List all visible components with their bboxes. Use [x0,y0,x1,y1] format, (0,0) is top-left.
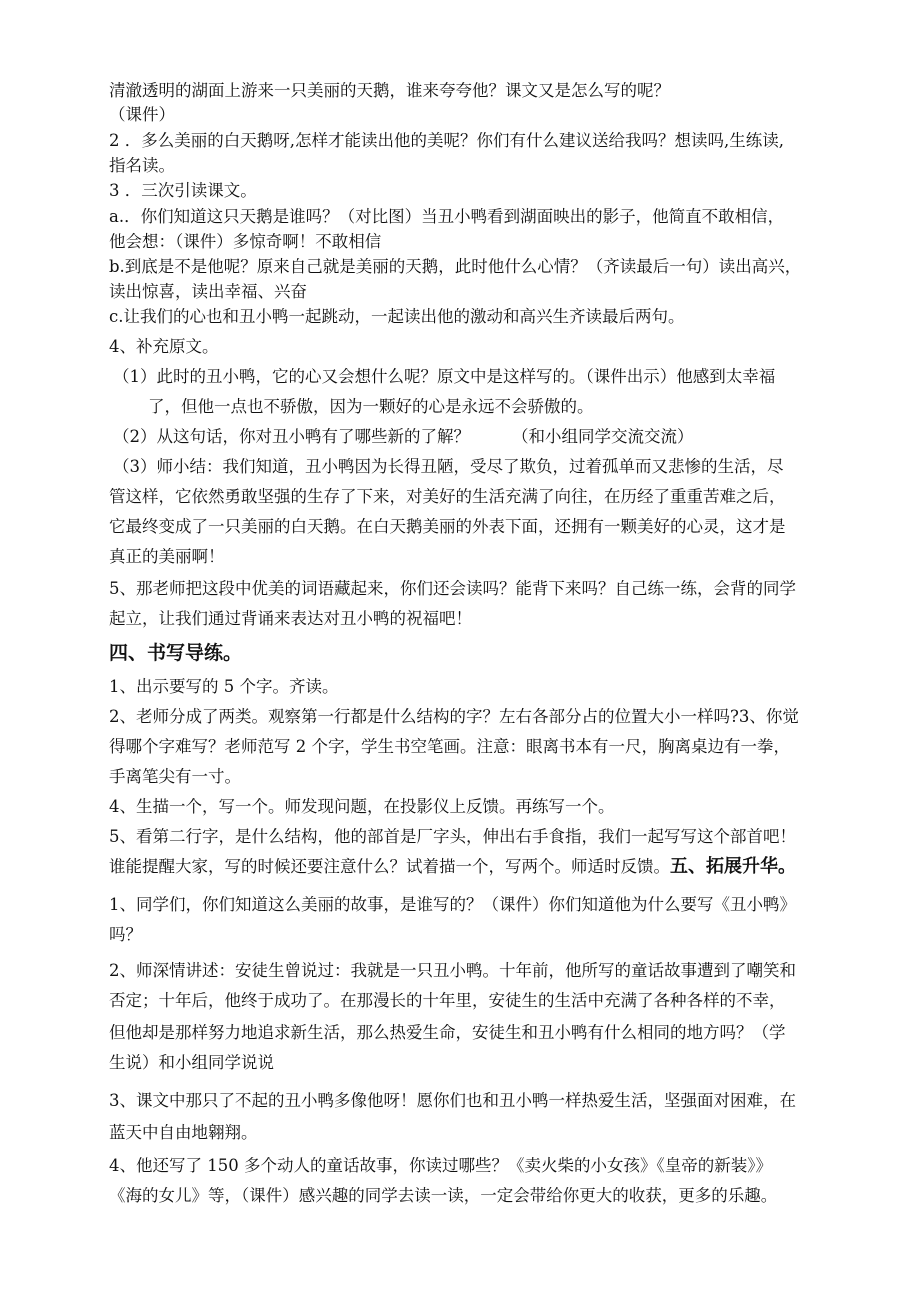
text-line: 但他却是那样努力地追求新生活，那么热爱生命，安徒生和丑小鸭有什么相同的地方吗？（学 [109,1023,786,1042]
text-line: 得哪个字难写？老师范写 2 个字，学生书空笔画。注意：眼离书本有一尺，胸离桌边有一拳， [109,737,790,756]
section-heading: 五、拓展升华。 [670,856,796,877]
text-line: 手离笔尖有一寸。 [109,767,241,786]
text-span: （2）从这句话，你对丑小鸭有了哪些新的了解？ [113,427,470,446]
text-line: （课件） [109,105,175,124]
text-line: 指名读。 [109,156,175,175]
text-line: 1、同学们，你们知道这么美丽的故事，是谁写的？（课件）你们知道他为什么要写《丑小鸭》 [109,895,796,914]
text-line: 起立，让我们通过背诵来表达对丑小鸭的祝福吧！ [109,609,472,628]
text-line: 清澈透明的湖面上游来一只美丽的天鹅，谁来夸夸他？课文又是怎么写的呢？ [109,81,670,100]
text-line: 4、生描一个，写一个。师发现问题，在投影仪上反馈。再练写一个。 [109,797,615,816]
text-line: 1、出示要写的 5 个字。齐读。 [109,677,339,696]
text-line: 《海的女儿》等，（课件）感兴趣的同学去读一读，一定会带给你更大的收获，更多的乐趣。 [109,1186,778,1205]
text-line: 它最终变成了一只美丽的白天鹅。在白天鹅美丽的外表下面，还拥有一颗美好的心灵，这才是 [109,517,786,536]
text-line: b.到底是不是他呢？原来自己就是美丽的天鹅，此时他什么心情？（齐读最后一句）读出高兴， [109,257,802,276]
section-heading: 四、书写导练。 [109,642,243,664]
text-line: 5、那老师把这段中优美的词语藏起来，你们还会读吗？能背下来吗？自己练一练，会背的同学 [109,579,796,598]
text-line: （1）此时的丑小鸭，它的心又会想什么呢？原文中是这样写的。（课件出示）他感到太幸福 [113,367,776,386]
text-line: 否定；十年后，他终于成功了。在那漫长的十年里，安徒生的生活中充满了各种各样的不幸， [109,991,786,1010]
text-line: 吗？ [109,925,142,944]
text-line: 2、老师分成了两类。观察第一行都是什么结构的字？左右各部分占的位置大小一样吗?3、你觉 [109,707,799,726]
text-span: 谁能提醒大家，写的时候还要注意什么？试着描一个，写两个。师适时反馈。 [109,857,670,876]
text-line: 3 ．三次引读课文。 [109,181,257,200]
text-line: 3、课文中那只了不起的丑小鸭多像他呀！愿你们也和丑小鸭一样热爱生活，坚强面对困难，在 [109,1091,796,1110]
text-line: 读出惊喜，读出幸福、兴奋 [109,282,307,301]
text-line: 2、师深情讲述：安徒生曾说过：我就是一只丑小鸭。十年前，他所写的童话故事遭到了嘲笑和 [109,961,796,980]
text-line [109,856,829,878]
text-line: （3）师小结：我们知道，丑小鸭因为长得丑陋，受尽了欺负，过着孤单而又悲惨的生活，尽 [113,457,784,476]
text-line: 真正的美丽啊！ [109,547,225,566]
text-line: 4、补充原文。 [109,337,219,356]
text-line: c.让我们的心也和丑小鸭一起跳动，一起读出他的激动和高兴生齐读最后两句。 [109,307,685,326]
text-span: （和小组同学交流交流） [512,427,694,446]
text-line: 2 ．多么美丽的白天鹅呀,怎样才能读出他的美呢？你们有什么建议送给我吗？想读吗,生练读, [109,131,784,150]
text-line: 生说）和小组同学说说 [109,1053,274,1072]
text-line: 5、看第二行字，是什么结构，他的部首是厂字头，伸出右手食指，我们一起写写这个部首吧！ [109,827,796,846]
text-line: 他会想：（课件）多惊奇啊！不敢相信 [109,232,382,251]
text-line [113,426,833,448]
text-line: 4、他还写了 150 多个动人的童话故事，你读过哪些？《卖火柴的小女孩》《皇帝的新装》》 [109,1156,772,1175]
text-line: a.．你们知道这只天鹅是谁吗？（对比图）当丑小鸭看到湖面映出的影子，他简直不敢相信， [109,207,785,226]
text-line: 了，但他一点也不骄傲，因为一颗好的心是永远不会骄傲的。 [148,397,594,416]
text-line: 蓝天中自由地翱翔。 [109,1123,258,1142]
text-line: 管这样，它依然勇敢坚强的生存了下来，对美好的生活充满了向往，在历经了重重苦难之后， [109,487,786,506]
